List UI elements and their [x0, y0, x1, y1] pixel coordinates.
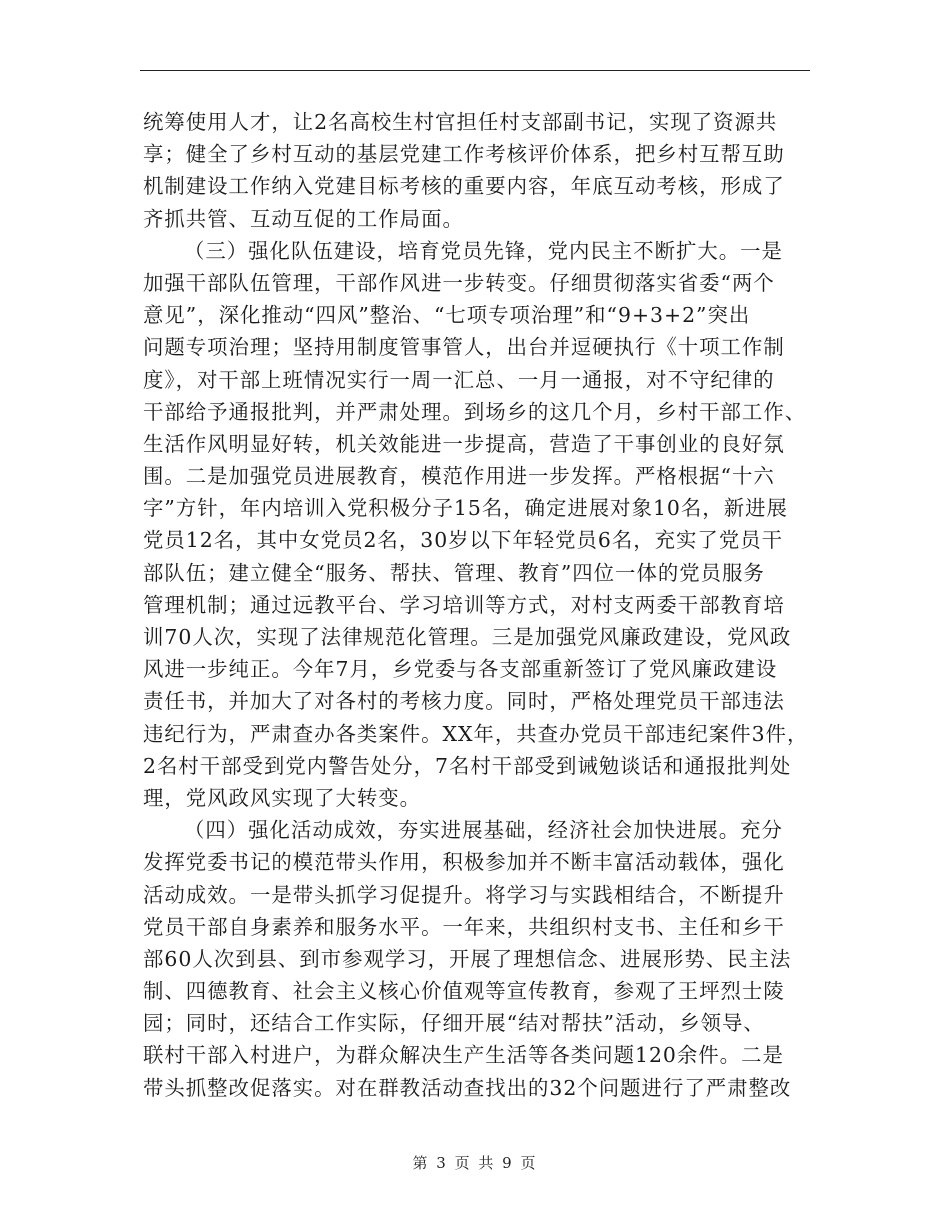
text-line: 度》，对干部上班情况实行一周一汇总、一月一通报，对不守纪律的 [143, 367, 775, 392]
text-line: 发挥党委书记的模范带头作用，积极参加并不断丰富活动载体，强化 [143, 850, 785, 875]
text-line: 部队伍；建立健全“服务、帮扶、管理、教育”四位一体的党员服务 [143, 560, 765, 585]
text-line: 园；同时，还结合工作实际，仔细开展“结对帮扶”活动，乡领导、 [143, 1011, 765, 1036]
text-line: 2名村干部受到党内警告处分，7名村干部受到诫勉谈话和通报批判处 [143, 753, 792, 778]
text-line: 管理机制；通过远教平台、学习培训等方式，对村支两委干部教育培 [143, 592, 785, 617]
text-line: （三）强化队伍建设，培育党员先锋，党内民主不断扩大。一是 [184, 238, 783, 263]
text-line: 字”方针，年内培训入党积极分子15名，确定进展对象10名，新进展 [143, 496, 788, 521]
text-line: 问题专项治理；坚持用制度管事管人，出台并逗硬执行《十项工作制 [143, 335, 785, 360]
text-line: 责任书，并加大了对各村的考核力度。同时，严格处理党员干部违法 [143, 689, 785, 714]
text-line: 违纪行为，严肃查办各类案件。XX年，共查办党员干部违纪案件3件， [143, 721, 809, 746]
text-line: 意见”，深化推动“四风”整治、“七项专项治理”和“9+3+2”突出 [143, 303, 751, 328]
header-rule [140, 70, 810, 71]
text-line: 生活作风明显好转，机关效能进一步提高，营造了干事创业的良好氛 [143, 431, 785, 456]
text-line: 干部给予通报批判，并严肃处理。到场乡的这几个月，乡村干部工作、 [143, 399, 807, 424]
text-line: 党员12名，其中女党员2名，30岁以下年轻党员6名，充实了党员干 [143, 528, 783, 553]
text-line: 统筹使用人才，让2名高校生村官担任村支部副书记，实现了资源共 [143, 110, 778, 134]
document-body [143, 106, 811, 1104]
text-line: 齐抓共管、互动互促的工作局面。 [143, 206, 464, 231]
text-line: 享；健全了乡村互动的基层党建工作考核评价体系，把乡村互帮互助 [143, 142, 785, 167]
page-number-footer: 第 3 页 共 9 页 [412, 1154, 538, 1172]
text-line: （四）强化活动成效，夯实进展基础，经济社会加快进展。充分 [184, 818, 783, 843]
text-line: 围。二是加强党员进展教育，模范作用进一步发挥。严格根据“十六 [143, 464, 775, 489]
text-line: 机制建设工作纳入党建目标考核的重要内容，年底互动考核，形成了 [143, 174, 785, 199]
text-line: 训70人次，实现了法律规范化管理。三是加强党风廉政建设，党风政 [143, 625, 792, 649]
text-line: 风进一步纯正。今年7月，乡党委与各支部重新签订了党风廉政建设 [143, 657, 778, 682]
text-line: 理，党风政风实现了大转变。 [143, 785, 422, 810]
text-line: 带头抓整改促落实。对在群教活动查找出的32个问题进行了严肃整改 [143, 1075, 792, 1100]
text-line: 部60人次到县、到市参观学习，开展了理想信念、进展形势、民主法 [143, 946, 792, 971]
text-line: 活动成效。一是带头抓学习促提升。将学习与实践相结合，不断提升 [143, 882, 785, 907]
text-line: 制、四德教育、社会主义核心价值观等宣传教育，参观了王坪烈士陵 [143, 979, 785, 1004]
text-line: 加强干部队伍管理，干部作风进一步转变。仔细贯彻落实省委“两个 [143, 270, 775, 295]
text-line: 党员干部自身素养和服务水平。一年来，共组织村支书、主任和乡干 [143, 914, 785, 939]
text-line: 联村干部入村进户，为群众解决生产生活等各类问题120余件。二是 [143, 1043, 784, 1068]
